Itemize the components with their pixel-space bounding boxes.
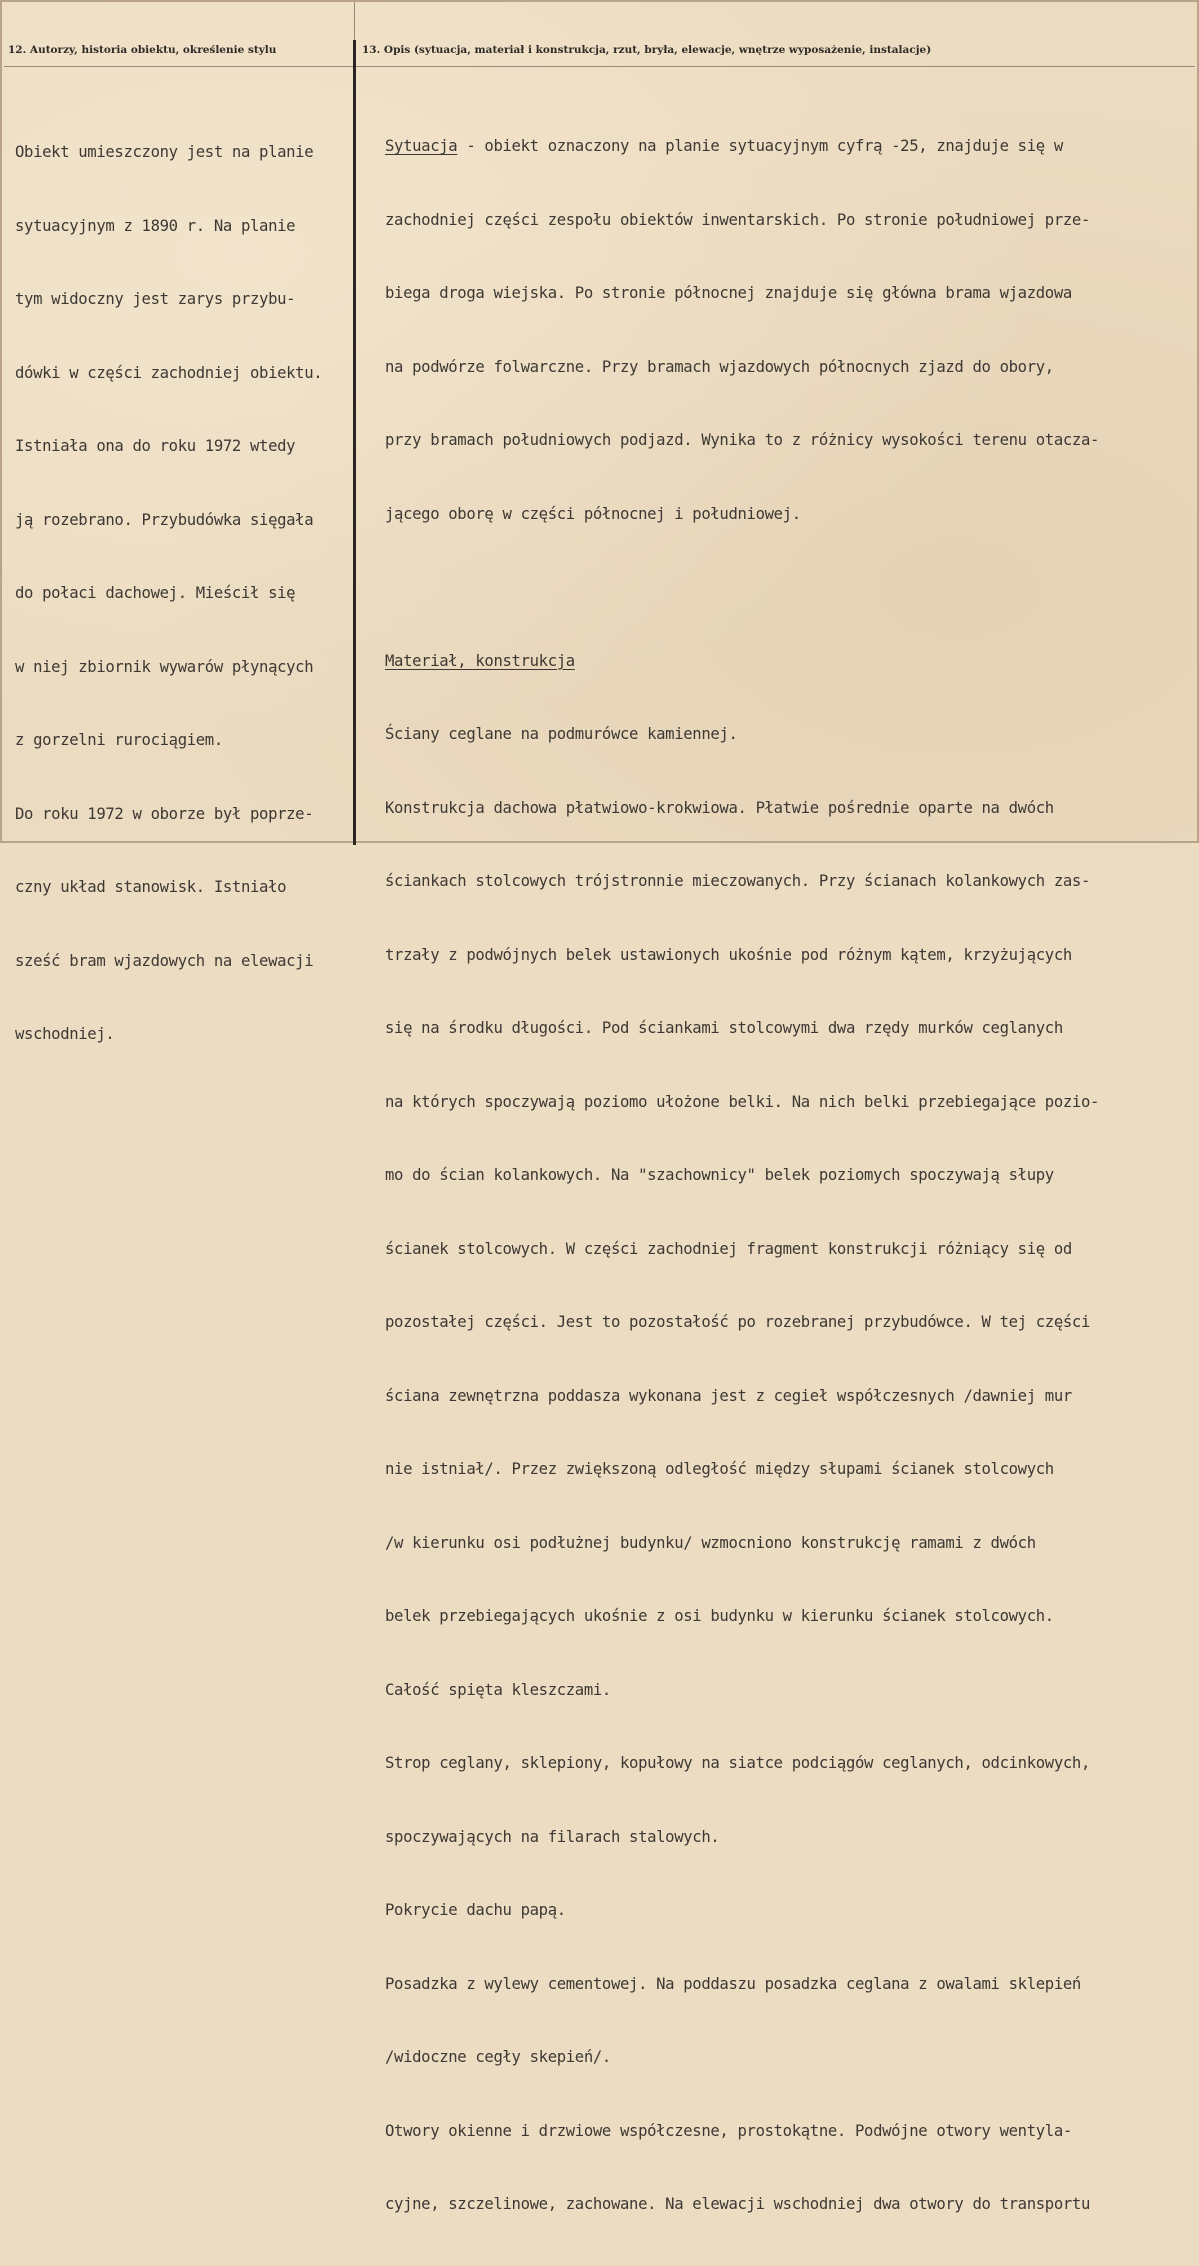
material-heading: Materiał, konstrukcja (385, 651, 575, 670)
section-12-header: 12. Autorzy, historia obiektu, określenie stylu (8, 44, 277, 56)
situation-line: zachodniej części zespołu obiektów inwentarskich. Po stronie południowej prze- (385, 210, 1090, 229)
material-line: Konstrukcja dachowa płatwiowo-krokwiowa. Płatwie pośrednie oparte na dwóch (385, 798, 1054, 817)
material-line: ścianek stolcowych. W części zachodniej fragment konstrukcji różniący się od (385, 1239, 1072, 1258)
material-line: /w kierunku osi podłużnej budynku/ wzmocniono konstrukcję ramami z dwóch (385, 1533, 1036, 1552)
history-line: do połaci dachowej. Mieścił się (15, 584, 296, 602)
material-line: cyjne, szczelinowe, zachowane. Na elewacji wschodniej dwa otwory do transportu (385, 2195, 1090, 2213)
material-line: się na środku długości. Pod ściankami stolcowymi dwa rzędy murków ceglanych (385, 1019, 1063, 1037)
history-text (15, 91, 322, 1096)
history-line: wschodniej. (15, 1025, 115, 1043)
situation-line: biega droga wiejska. Po stronie północnej znajduje się główna brama wjazdowa (385, 284, 1072, 302)
material-line: Ściany ceglane na podmurówce kamiennej. (385, 725, 738, 743)
material-line: Posadzka z wylewy cementowej. Na poddaszu posadzka ceglana z owalami sklepień (385, 1974, 1081, 1993)
material-line: spoczywających na filarach stalowych. (385, 1827, 720, 1846)
material-line: Całość spięta kleszczami. (385, 1680, 611, 1699)
situation-first-line-text: - obiekt oznaczony na planie sytuacyjnym cyfrą -25, znajduje się w (457, 137, 1063, 155)
history-line: Obiekt umieszczony jest na planie (15, 143, 314, 161)
material-line: trzały z podwójnych belek ustawionych ukośnie pod różnym kątem, krzyżujących (385, 945, 1072, 964)
material-line: ściankach stolcowych trójstronnie mieczowanych. Przy ścianach kolankowych zas- (385, 872, 1090, 890)
header-column-divider (354, 2, 355, 42)
situation-line: przy bramach południowych podjazd. Wynika to z różnicy wysokości terenu otacza- (385, 431, 1100, 449)
history-line: tym widoczny jest zarys przybu- (15, 290, 296, 308)
history-line: Do roku 1972 w oborze był poprze- (15, 804, 314, 823)
history-line: czny układ stanowisk. Istniało (15, 878, 287, 896)
material-heading-line (385, 649, 1099, 674)
material-line: Pokrycie dachu papą. (385, 1901, 566, 1919)
material-line: /widoczne cegły skepień/. (385, 2048, 611, 2066)
material-line: Strop ceglany, sklepiony, kopułowy na siatce podciągów ceglanych, odcinkowych, (385, 1754, 1090, 1772)
header-divider (4, 66, 1195, 67)
section-13-header: 13. Opis (sytuacja, materiał i konstrukcja, rzut, bryła, elewacje, wnętrze wyposażenie, instalacje) (362, 44, 932, 56)
history-line: sytuacyjnym z 1890 r. Na planie (15, 216, 296, 235)
material-line: mo do ścian kolankowych. Na "szachownicy" belek poziomych spoczywają słupy (385, 1166, 1054, 1184)
history-line: sześć bram wjazdowych na elewacji (15, 951, 314, 970)
situation-line: jącego oborę w części północnej i południowej. (385, 504, 801, 523)
history-line: Istniała ona do roku 1972 wtedy (15, 437, 296, 455)
material-line: nie istniał/. Przez zwiększoną odległość między słupami ścianek stolcowych (385, 1460, 1054, 1478)
situation-first-line (385, 134, 1099, 159)
material-line: belek przebiegających ukośnie z osi budynku w kierunku ścianek stolcowych. (385, 1607, 1054, 1625)
material-line: na których spoczywają poziomo ułożone belki. Na nich belki przebiegające pozio- (385, 1092, 1100, 1111)
history-line: z gorzelni rurociągiem. (15, 731, 223, 749)
description-text (385, 85, 1099, 2266)
history-line: ją rozebrano. Przybudówka sięgała (15, 510, 314, 529)
situation-line: na podwórze folwarczne. Przy bramach wjazdowych północnych zjazd do obory, (385, 357, 1054, 376)
material-line: ściana zewnętrzna poddasza wykonana jest z cegieł współczesnych /dawniej mur (385, 1386, 1072, 1405)
column-divider (353, 40, 356, 845)
material-line: pozostałej części. Jest to pozostałość po rozebranej przybudówce. W tej części (385, 1313, 1090, 1331)
history-line: w niej zbiornik wywarów płynących (15, 657, 314, 676)
material-line: Otwory okienne i drzwiowe współczesne, prostokątne. Podwójne otwory wentyla- (385, 2121, 1072, 2140)
history-line: dówki w części zachodniej obiektu. (15, 363, 323, 382)
situation-heading: Sytuacja (385, 137, 458, 155)
paragraph-gap (385, 575, 1099, 600)
